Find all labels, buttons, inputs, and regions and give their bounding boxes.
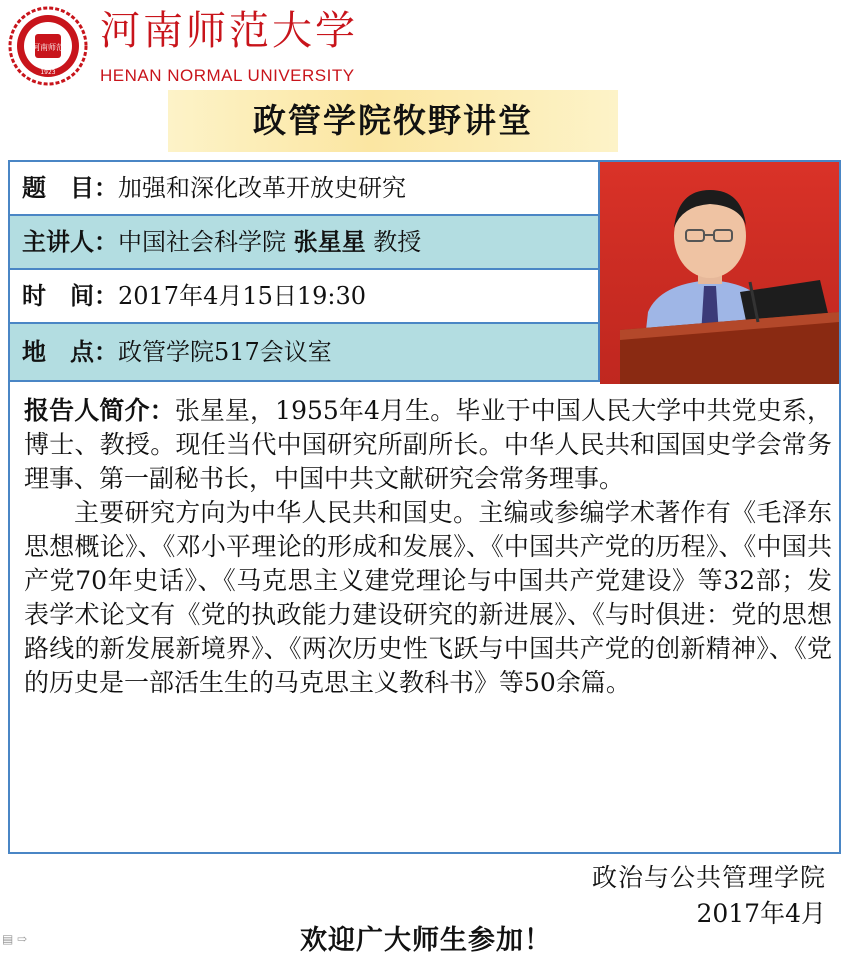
speaker-bio [24, 394, 832, 700]
signature-date: 2017年4月 [696, 899, 826, 928]
speaker-org: 中国社会科学院 [118, 228, 286, 256]
speaker-photo [600, 162, 839, 384]
university-name-en: HENAN NORMAL UNIVERSITY [100, 66, 355, 85]
speaker-name: 张星星 [293, 228, 366, 256]
menu-icon[interactable]: ▤ [2, 932, 14, 946]
bio-label: 报告人简介： [24, 396, 175, 425]
bio-paragraph-1: 张星星，1955年4月生。毕业于中国人民大学中共党史系，博士、教授。现任当代中国研究所副所长。中华人民共和国国史学会常务理事、第一副秘书长，中国中共文献研究会常务理事。 [24, 396, 832, 493]
next-arrow-icon[interactable]: ⇨ [17, 932, 28, 946]
topic-row [10, 162, 600, 216]
time-label: 时 间： [22, 281, 118, 310]
svg-text:河南师范: 河南师范 [32, 43, 64, 52]
time-row [10, 270, 600, 324]
university-seal-logo [8, 6, 88, 86]
svg-text:1923: 1923 [40, 69, 56, 76]
topic-label: 题 目： [22, 173, 118, 202]
time-value: 2017年4月15日19:30 [118, 282, 367, 310]
place-row [10, 324, 600, 382]
place-value: 政管学院517会议室 [118, 338, 332, 366]
university-name-cn: 河南师范大学 [100, 8, 358, 54]
topic-value: 加强和深化改革开放史研究 [118, 174, 406, 202]
place-label: 地 点： [22, 337, 118, 366]
slide-nav-icons[interactable] [2, 932, 27, 946]
bio-paragraph-2: 主要研究方向为中华人民共和国史。主编或参编学术著作有《毛泽东思想概论》、《邓小平理论的形成和发展》、《中国共产党的历程》、《中国共产党70年史话》、《马克思主义建党理论与中国共产党建设》等32部；发表学术论文有《党的执政能力建设研究的新进展》、《与时俱进：党的思想路线的新发展新境界》、《两次历史性飞跃与中国共产党的创新精神》、《党的历史是一部活生生的马克思主义教科书》等50余篇。 [24, 498, 832, 697]
speaker-row [10, 216, 600, 270]
welcome-message: 欢迎广大师生参加！ [300, 925, 552, 956]
speaker-label: 主讲人： [22, 227, 118, 256]
organizer-signature: 政治与公共管理学院 [591, 863, 826, 892]
event-title: 政管学院牧野讲堂 [168, 90, 618, 152]
speaker-title: 教授 [373, 228, 422, 256]
lecture-info-box [8, 160, 841, 854]
